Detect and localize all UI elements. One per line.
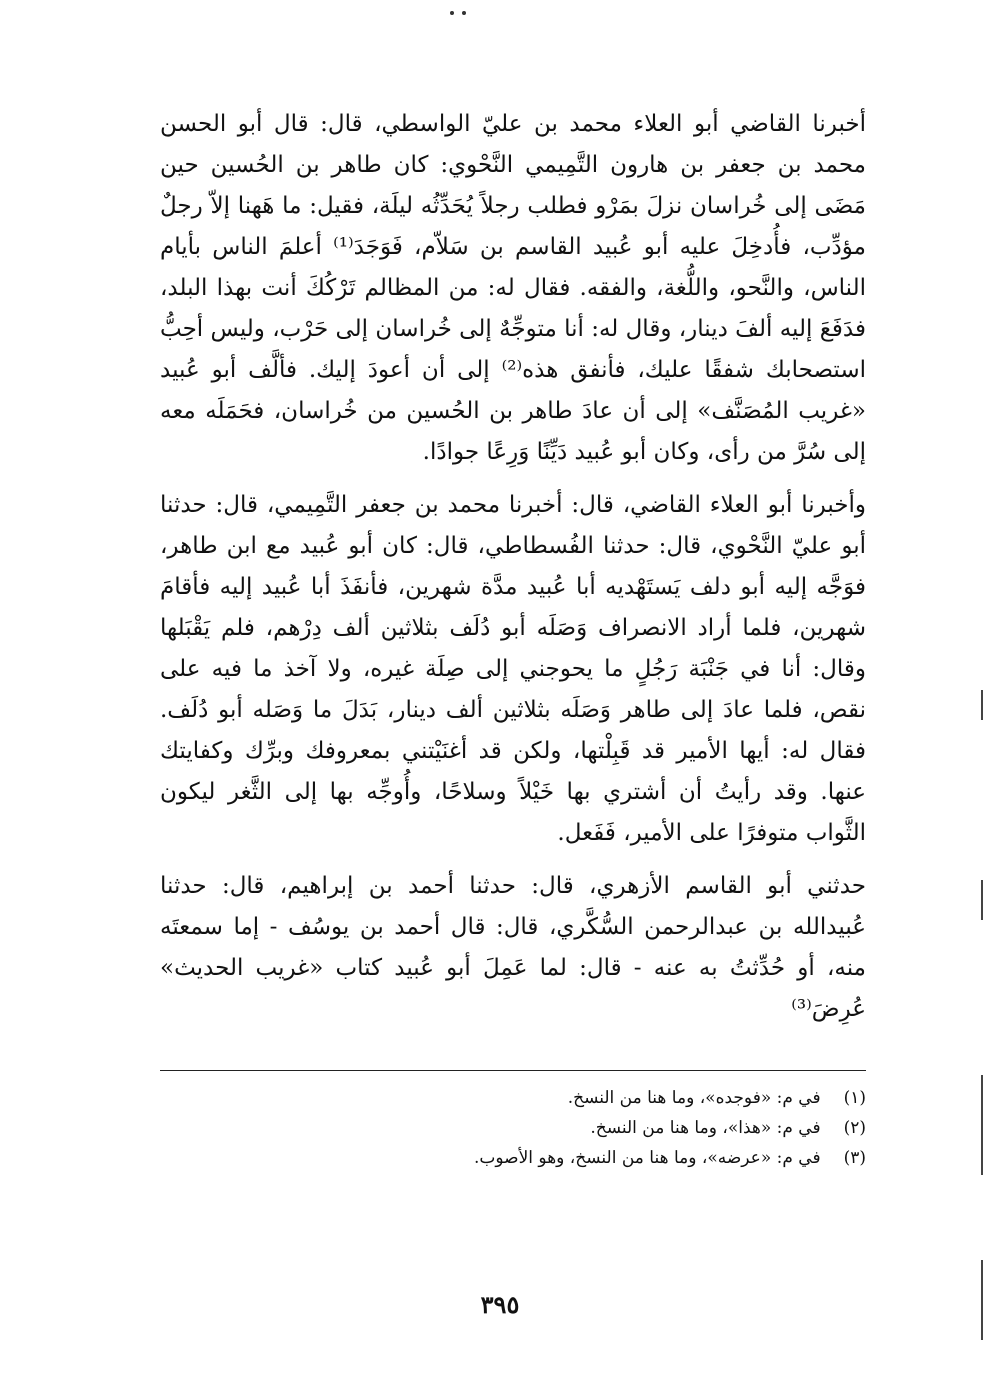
- scan-edge-mark: [981, 690, 983, 720]
- paragraph-3: حدثني أبو القاسم الأزهري، قال: حدثنا أحمد بن إبراهيم، قال: حدثنا عُبيدالله بن عبدالرحمن السُّكَّري، قال: قال أحمد بن يوسُف - إما سمعتَه منه، أو حُدِّثتُ به عنه - قال: لما عَمِلَ أبو عُبيد كتاب «غريب الحديث» عُرِضَ⁽³⁾: [160, 873, 866, 1022]
- footnote-text: في م: «عرضه»، وما هنا من النسخ، وهو الأصوب.: [473, 1148, 821, 1168]
- footnote-separator: [160, 1070, 866, 1071]
- scan-edge-mark: [981, 880, 983, 920]
- footnote-text: في م: «فوجده»، وما هنا من النسخ.: [567, 1088, 821, 1108]
- footnote-1: [160, 1083, 866, 1113]
- footnote-3: [160, 1143, 866, 1173]
- footnotes: [160, 1083, 866, 1173]
- footnote-text: في م: «هذا»، وما هنا من النسخ.: [590, 1118, 821, 1138]
- scan-edge-mark: [981, 1260, 983, 1340]
- scan-edge-mark: [981, 1075, 983, 1175]
- footnote-number: (١): [843, 1088, 866, 1108]
- top-scan-mark: [440, 0, 470, 6]
- footnote-number: (٣): [843, 1148, 866, 1168]
- paragraph-1: أخبرنا القاضي أبو العلاء محمد بن عليّ الواسطي، قال: قال أبو الحسن محمد بن جعفر بن هارون التَّمِيمي النَّحْوي: كان طاهر بن الحُسين حين مَضَى إلى خُراسان نزلَ بمَرْو فطلب رجلاً يُحَدِّثُه ليلَة، فقيل: ما هَهنا إلاّ رجلٌ مؤدِّب، فأُدخِلَ عليه أبو عُبيد القاسم بن سَلاّم، فَوَجَدَ⁽¹⁾ أعلمَ الناس بأيام الناس، والنَّحو، واللُّغة، والفقه. فقال له: من المظالم تَرْكُكَ أنت بهذا البلد، فدَفَعَ إليه ألفَ دينار، وقال له: أنا متوجِّهٌ إلى خُراسان إلى حَرْب، وليس أحِبُّ استصحابك شفقًا عليك، فأنفق هذه⁽²⁾ إلى أن أعودَ إليك. فألَّف أبو عُبيد «غريب المُصَنَّف» إلى أن عادَ طاهر بن الحُسين من خُراسان، فحَمَلَه معه إلى سُرَّ من رأى، وكان أبو عُبيد دَيِّنًا وَرِعًا جوادًا.: [160, 111, 867, 465]
- footnote-2: [160, 1113, 866, 1143]
- paragraph-2: وأخبرنا أبو العلاء القاضي، قال: أخبرنا محمد بن جعفر التَّمِيمي، قال: حدثنا أبو عليّ النَّحْوي، قال: حدثنا الفُسطاطي، قال: كان أبو عُبيد مع ابن طاهر، فوَجَّه إليه أبو دلف يَستَهْديه أبا عُبيد مدَّة شهرين، فأنفَذَ أبا عُبيد إليه فأقامَ شهرين، فلما أراد الانصراف وَصَلَه أبو دُلَف بثلاثين ألف دِرْهم، فلم يَقْبَلها وقال: أنا في جَنْبَة رَجُلٍ ما يحوجني إلى صِلَة غيره، ولا آخذ ما فيه على نقص، فلما عادَ إلى طاهر وَصَلَه بثلاثين ألف دينار، بَدَلَ ما وَصَله أبو دُلَف. فقال له: أيها الأمير قد قَبِلْتها، ولكن قد أغنَيْتني بمعروفك وبرِّك وكفايتك عنها. وقد رأيتُ أن أشتري بها خَيْلاً وسلاحًا، وأُوجِّه بها إلى الثَّغر ليكون الثَّواب متوفرًا على الأمير، فَفَعل.: [160, 492, 866, 846]
- footnote-number: (٢): [843, 1118, 866, 1138]
- page-number: ٣٩٥: [480, 1290, 520, 1319]
- main-text: [160, 104, 866, 1030]
